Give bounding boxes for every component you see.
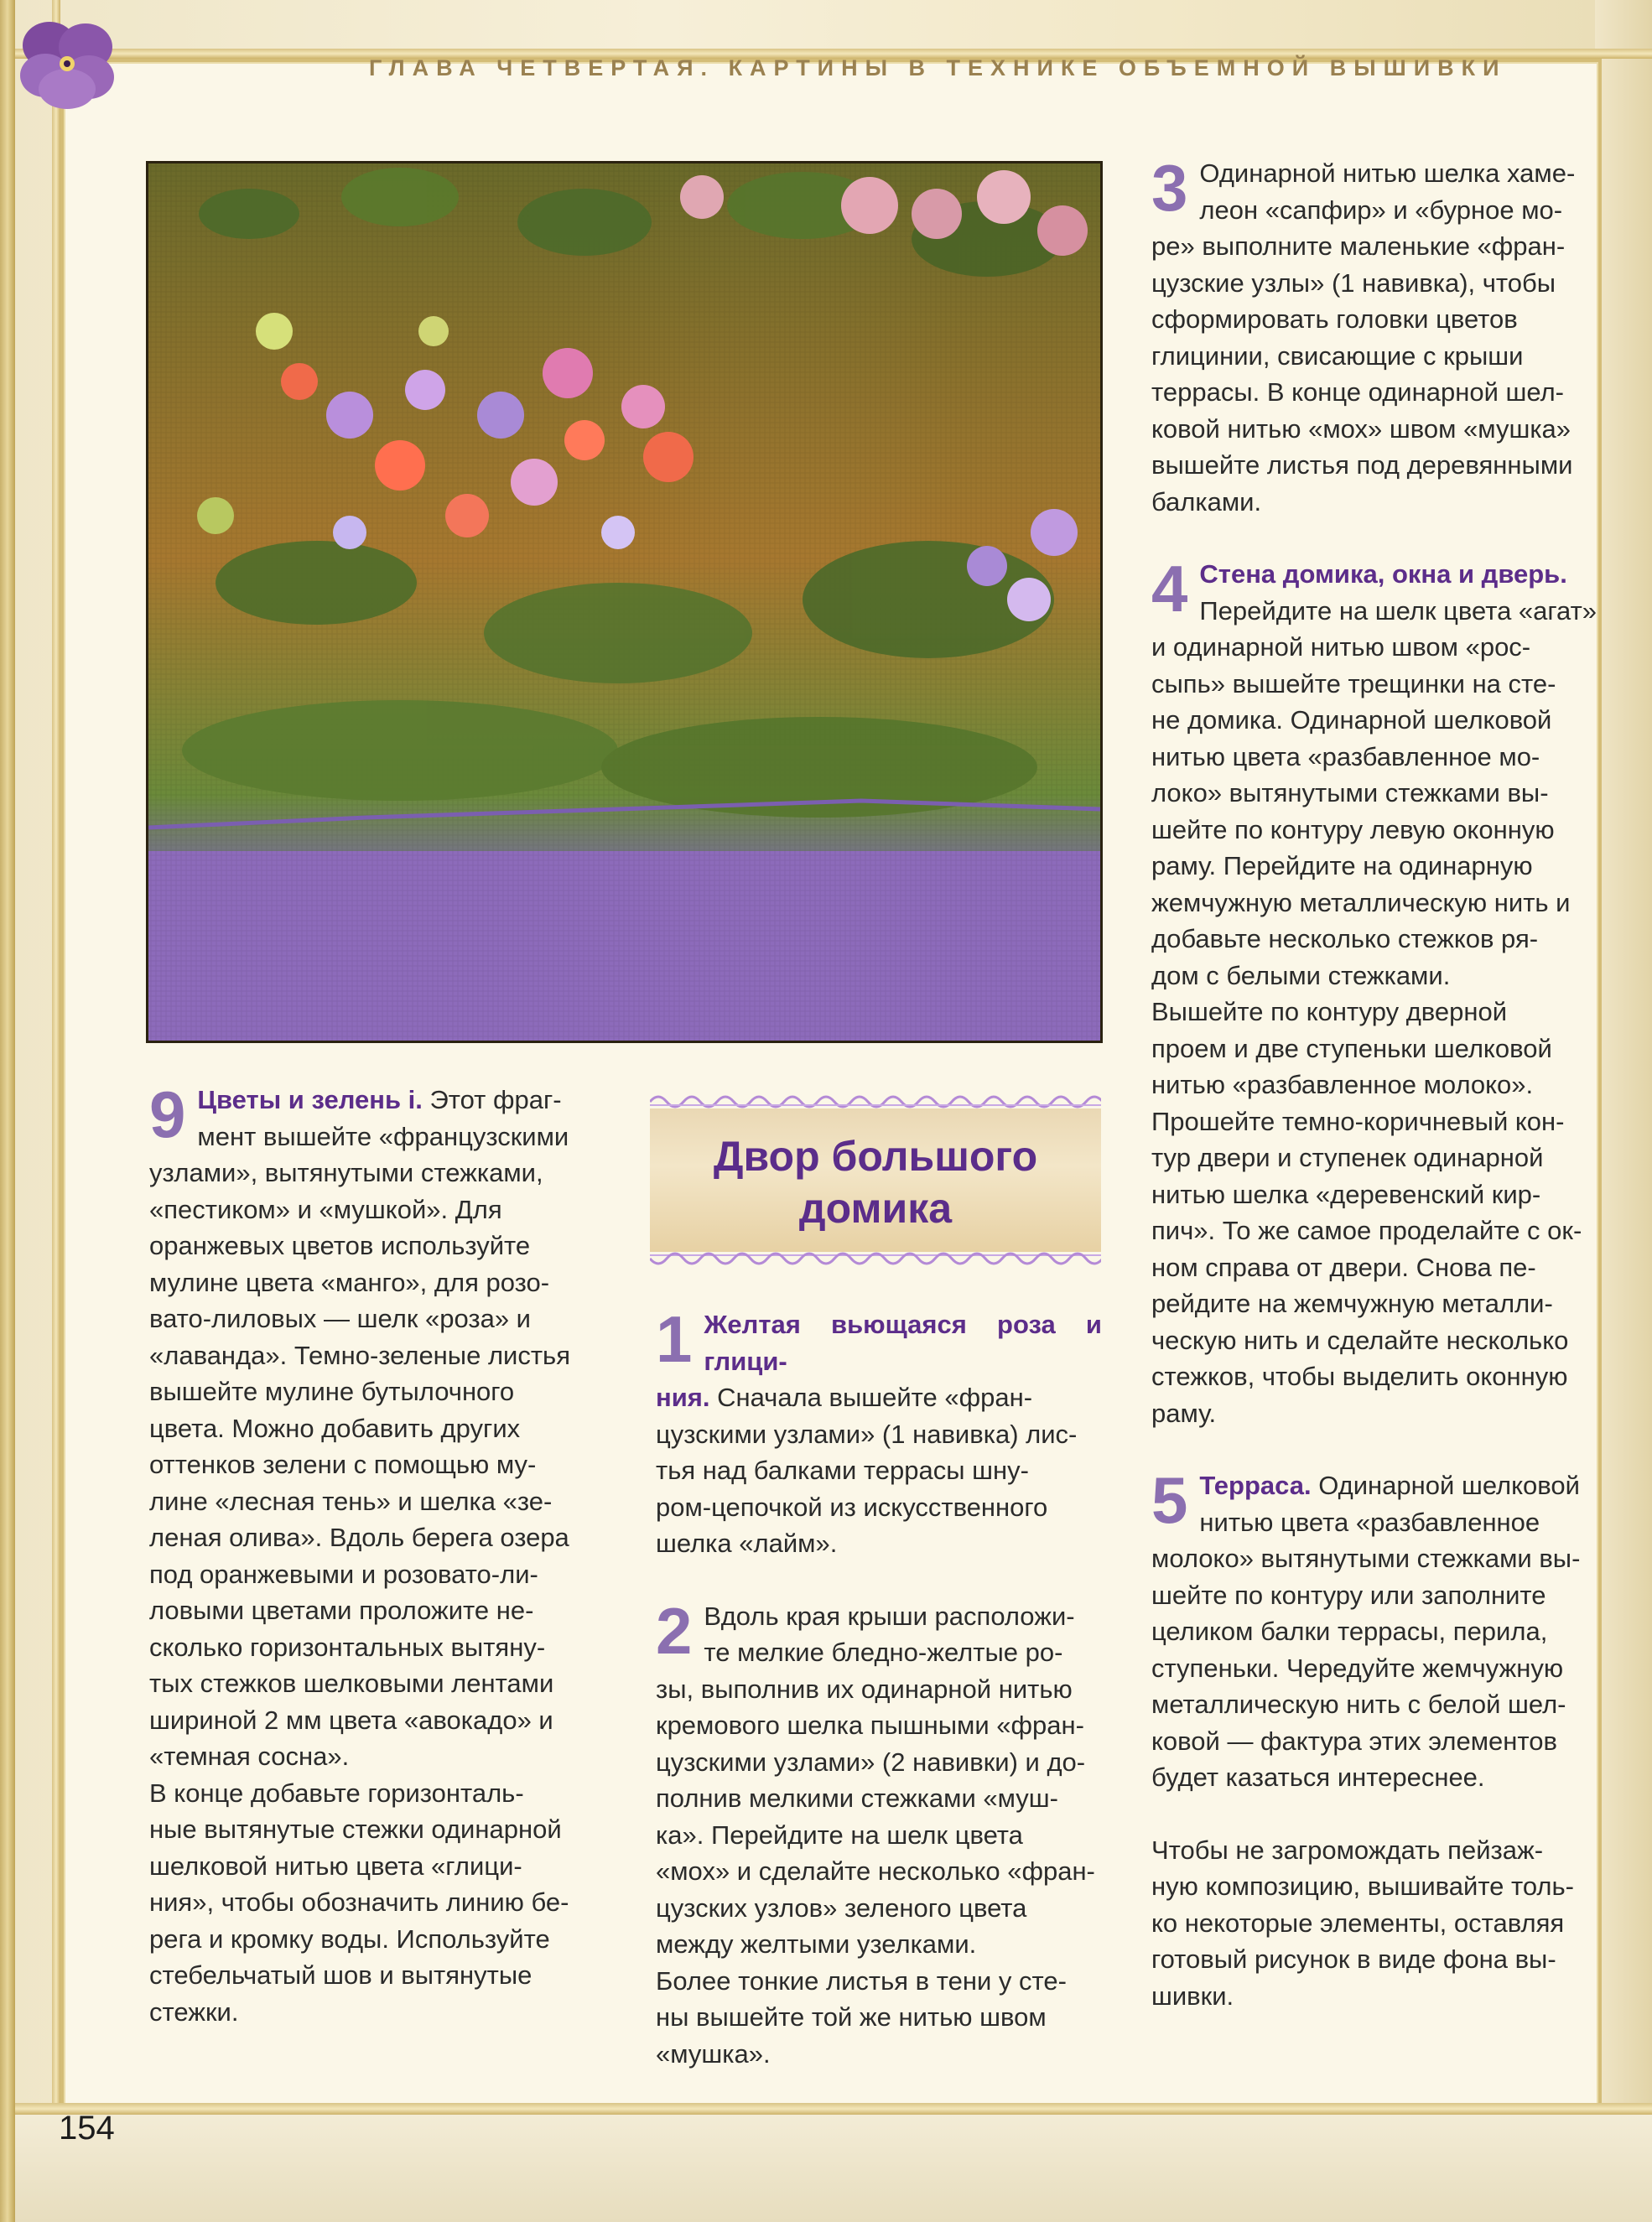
step-1 (656, 1302, 1102, 1562)
text-line: Вышейте по контуру дверной (1151, 997, 1508, 1026)
text-line: «мох» и сделайте несколько «фран- (656, 1856, 1095, 1886)
text-line: глицинии, свисающие с крыши (1151, 340, 1524, 371)
text-line: цузскими узлами» (1 навивка) лис- (656, 1419, 1078, 1449)
text-line: рега и кромку воды. Используйте (149, 1923, 550, 1954)
text-line: сыпь» вышейте трещинки на сте- (1151, 668, 1556, 698)
text-line: тур двери и ступенек одинарной (1151, 1143, 1544, 1172)
bottom-gold-rule (0, 2103, 1652, 2115)
embroidery-photo (146, 161, 1103, 1043)
text-line: нитью цвета «разбавленное мо- (1151, 741, 1540, 771)
text-line: и одинарной нитью швом «рос- (1151, 632, 1531, 662)
text-line: «темная сосна». (149, 1742, 350, 1771)
text-line: нитью «разбавленное молоко». (1151, 1070, 1534, 1099)
text-line: нитью цвета «разбавленное (1199, 1507, 1540, 1537)
text-line: локо» вытянутыми стежками вы- (1151, 778, 1549, 807)
lace-border-bottom (650, 1252, 1101, 1270)
text-line: готовый рисунок в виде фона вы- (1151, 1944, 1556, 1974)
lace-border-top (650, 1090, 1101, 1108)
text-line: цузские узлы» (1 навивка), чтобы (1151, 267, 1556, 298)
text-line: леон «сапфир» и «бурное мо- (1199, 195, 1563, 225)
text-line: балками. (1151, 486, 1262, 517)
text-line: шелковой нитью цвета «глици- (149, 1851, 522, 1881)
text-line: под оранжевыми и розовато-ли- (149, 1559, 538, 1589)
step-title: Стена домика, окна и дверь. (1199, 559, 1567, 589)
bottom-band (0, 2115, 1652, 2222)
text-line: вышейте листья под деревянными (1151, 450, 1573, 480)
step-number: 5 (1151, 1463, 1188, 1537)
text-line: Этот фраг- (422, 1085, 562, 1114)
step-title: Терраса. (1199, 1471, 1312, 1500)
step-title: Цветы и зелень i. (197, 1085, 423, 1114)
step-number: 2 (656, 1593, 693, 1668)
text-line: ческую нить и сделайте несколько (1151, 1325, 1569, 1355)
step-3 (1151, 151, 1599, 520)
text-line: сформировать головки цветов (1151, 304, 1518, 334)
text-line: террасы. В конце одинарной шел- (1151, 377, 1564, 407)
text-line: ром-цепочкой из искусственного (656, 1492, 1048, 1522)
step-4 (1151, 552, 1599, 994)
text-line: цузскими узлами» (2 навивки) и до- (656, 1747, 1086, 1777)
text-line: будет казаться интереснее. (1151, 1763, 1485, 1792)
text-line: раму. Перейдите на одинарную (1151, 851, 1533, 880)
text-line: ковой — фактура этих элементов (1151, 1726, 1557, 1756)
text-line: стежков, чтобы выделить оконную (1151, 1362, 1568, 1391)
text-line: вышейте мулине бутылочного (149, 1377, 515, 1406)
step-number: 9 (149, 1077, 186, 1151)
text-line: ные вытянутые стежки одинарной (149, 1814, 562, 1844)
left-column (149, 1077, 602, 2030)
text-line: дом с белыми стежками. (1151, 960, 1451, 990)
step-number: 3 (1151, 151, 1188, 225)
vertical-gold-rule (52, 0, 60, 2222)
text-line: шивки. (1151, 1981, 1234, 2011)
paragraph (1151, 994, 1599, 1431)
page-number: 154 (59, 2110, 115, 2147)
text-line: шейте по контуру или заполните (1151, 1580, 1546, 1610)
text-line: Перейдите на шелк цвета «агат» (1199, 595, 1597, 626)
text-line: пич». То же самое проделайте с ок- (1151, 1216, 1582, 1245)
text-line: добавьте несколько стежков ря- (1151, 924, 1539, 953)
text-line: целиком балки террасы, перила, (1151, 1617, 1548, 1646)
pansy-flower-icon (12, 12, 121, 112)
heading-line: домика (798, 1185, 953, 1232)
text-line: раму. (1151, 1398, 1217, 1428)
left-gold-rail (0, 0, 15, 2222)
text-line: кремового шелка пышными «фран- (656, 1711, 1084, 1740)
section-heading (650, 1130, 1101, 1234)
step-2 (656, 1593, 1102, 1963)
text-line: «лаванда». Темно-зеленые листья (149, 1340, 570, 1370)
text-line: Одинарной шелковой (1311, 1471, 1580, 1500)
text-line: зы, выполнив их одинарной нитью (656, 1674, 1073, 1704)
step-9 (149, 1077, 602, 1775)
text-line: ны вышейте той же нитью швом (656, 2002, 1047, 2032)
text-line: Более тонкие листья в тени у сте- (656, 1965, 1067, 1996)
heading-line: Двор большого (713, 1133, 1038, 1180)
paragraph (656, 1963, 1102, 2073)
text-line: ка». Перейдите на шелк цвета (656, 1820, 1023, 1850)
text-line: «пестиком» и «мушкой». Для (149, 1194, 502, 1224)
text-line: шейте по контуру левую оконную (1151, 814, 1555, 844)
text-line: проем и две ступеньки шелковой (1151, 1033, 1552, 1063)
text-line: шелка «лайм». (656, 1529, 838, 1558)
text-line: оттенков зелени с помощью му- (149, 1450, 537, 1479)
text-line: стежки. (149, 1996, 239, 2027)
text-line: леная олива». Вдоль берега озера (149, 1523, 569, 1552)
text-line: металлическую нить с белой шел- (1151, 1690, 1566, 1719)
text-line: мулине цвета «манго», для розо- (149, 1267, 550, 1297)
text-line: мент вышейте «французскими (197, 1121, 569, 1151)
text-line: цузских узлов» зеленого цвета (656, 1892, 1027, 1923)
text-line: рейдите на жемчужную металли- (1151, 1289, 1553, 1318)
text-line: не домика. Одинарной шелковой (1151, 705, 1552, 735)
right-column (1151, 151, 1599, 2014)
text-line: Сначала вышейте «фран- (709, 1383, 1033, 1412)
text-line: Чтобы не загромождать пейзаж- (1151, 1835, 1544, 1865)
text-line: ступеньки. Чередуйте жемчужную (1151, 1653, 1564, 1683)
text-line: Прошейте темно-коричневый кон- (1151, 1106, 1565, 1136)
text-line: сколько горизонтальных вытяну- (149, 1632, 546, 1662)
text-line: вато-лиловых — шелк «роза» и (149, 1304, 531, 1333)
text-line: В конце добавьте горизонталь- (149, 1778, 524, 1808)
text-line: ловыми цветами проложите не- (149, 1596, 534, 1625)
text-line: ную композицию, вышивайте толь- (1151, 1872, 1574, 1901)
text-line: тья над балками террасы шну- (656, 1456, 1029, 1485)
text-line: шириной 2 мм цвета «авокадо» и (149, 1705, 553, 1735)
section-heading-box (650, 1090, 1101, 1270)
right-page-edge (1595, 0, 1652, 2222)
running-head: ГЛАВА ЧЕТВЕРТАЯ. КАРТИНЫ В ТЕХНИКЕ ОБЪЕМНОЙ ВЫШИВКИ (369, 55, 1507, 80)
text-line: ковой нитью «мох» швом «мушка» (1151, 413, 1571, 444)
text-line: между желтыми узелками. (656, 1929, 977, 1959)
text-line: полнив мелкими стежками «муш- (656, 1783, 1058, 1813)
middle-column (656, 1302, 1102, 2072)
text-line: ном справа от двери. Снова пе- (1151, 1252, 1536, 1282)
text-line: оранжевых цветов используйте (149, 1231, 531, 1260)
text-line: лине «лесная тень» и шелка «зе- (149, 1486, 553, 1516)
text-line: молоко» вытянутыми стежками вы- (1151, 1544, 1581, 1573)
text-line: нитью шелка «деревенский кир- (1151, 1179, 1541, 1209)
text-line: Вдоль края крыши расположи- (704, 1601, 1075, 1631)
text-line: ко некоторые элементы, оставляя (1151, 1908, 1565, 1938)
tip-paragraph (1151, 1832, 1599, 2015)
text-line: ния», чтобы обозначить линию бе- (149, 1887, 569, 1917)
text-line: Одинарной нитью шелка хаме- (1199, 158, 1576, 188)
text-line: «мушка». (656, 2038, 771, 2069)
step-number: 4 (1151, 552, 1188, 626)
text-line: ре» выполните маленькие «фран- (1151, 231, 1566, 261)
text-line: цвета. Можно добавить других (149, 1413, 521, 1443)
step-number: 1 (656, 1302, 693, 1376)
text-line: стебельчатый шов и вытянутые (149, 1960, 532, 1990)
paragraph (149, 1775, 602, 2031)
text-line: жемчужную металлическую нить и (1151, 887, 1571, 917)
step-5 (1151, 1463, 1599, 1796)
step-title: Желтая вьющаяся роза и глици- ния. (656, 1310, 1102, 1412)
text-line: те мелкие бледно-желтые ро- (704, 1638, 1063, 1667)
text-line: узлами», вытянутыми стежками, (149, 1158, 543, 1187)
text-line: тых стежков шелковыми лентами (149, 1669, 554, 1698)
